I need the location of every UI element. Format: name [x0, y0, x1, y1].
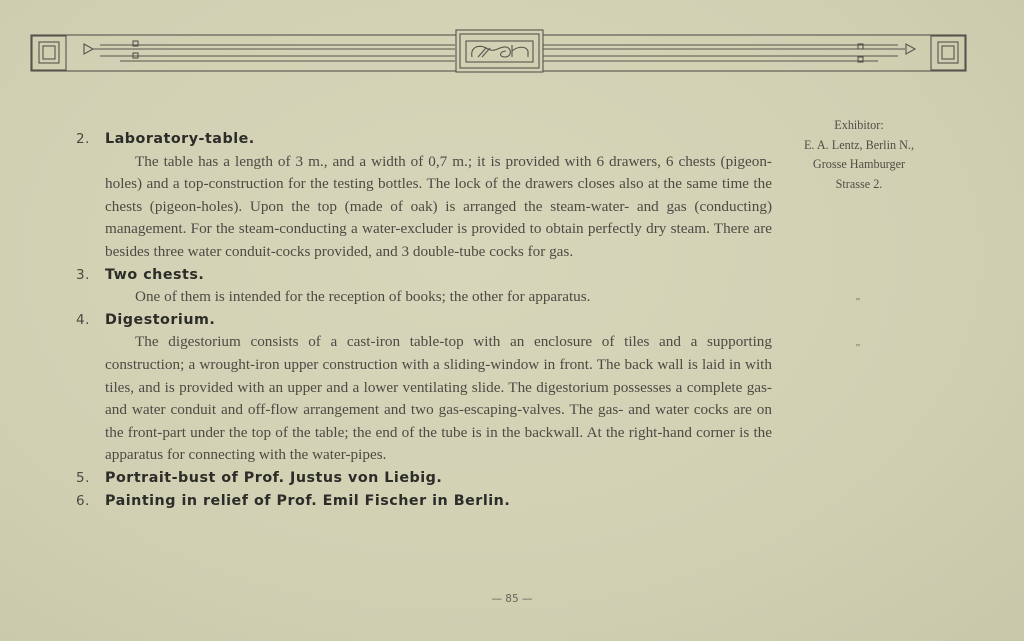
- entry-description: The digestorium consists of a cast-iron table-top with an enclosure of tiles and a supporting construction; a wrought-iron upper construction with a sliding-window in front. The back wall is laid in with tiles, and is provided with an upper and a lower ventilating slide. The digestorium possesses a complete gas- and water conduit and off-flow arrangement and two gas-escaping-valves. The gas- and water cocks are on the front-part under the top of the table; the end of the tube is in the backwall. At the right-hand corner is the apparatus for connecting with the water-pipes.: [105, 333, 772, 464]
- entry-heading: [72, 490, 772, 513]
- ornament-border-icon: [0, 0, 1024, 80]
- exhibitor-note: [784, 116, 934, 194]
- entry-description: The table has a length of 3 m., and a width of 0,7 m.; it is provided with 6 drawers, 6 chests (pigeon-holes) and a top-construction for the testing bottles. The lock of the drawers closes also at the same time the chests (pigeon-holes). Upon the top (made of oak) is arranged the steam-water- and gas (conducting) management. For the steam-conducting a water-excluder is provided to obtain perfectly dry steam. There are besides three water conduit-cocks provided, and 3 double-tube cocks for gas.: [105, 152, 772, 260]
- ditto-mark: ": [855, 342, 861, 354]
- exhibitor-name: E. A. Lentz, Berlin N.,: [803, 137, 914, 152]
- exhibitor-label: Exhibitor:: [834, 118, 884, 132]
- entry-heading: [72, 264, 772, 287]
- exhibitor-street: Grosse Hamburger: [812, 157, 906, 171]
- ornamental-header-band: [0, 0, 1024, 80]
- entry-number: 5.: [76, 469, 90, 486]
- page-number: — 85 —: [491, 593, 533, 605]
- entry-heading: [72, 309, 772, 332]
- entry-title: Portrait-bust of Prof. Justus von Liebig.: [105, 469, 443, 486]
- entry-title: Two chests.: [105, 266, 205, 283]
- entry-title: Painting in relief of Prof. Emil Fischer in Berlin.: [105, 492, 511, 509]
- entry-number: 6.: [76, 492, 90, 509]
- entry-title: Laboratory-table.: [105, 131, 255, 147]
- entry-title: Digestorium.: [105, 311, 216, 328]
- exhibitor-street-number: Strasse 2.: [835, 176, 883, 191]
- entry-heading: [72, 467, 772, 490]
- entry-heading: [72, 128, 772, 151]
- entry-number: 4.: [76, 311, 90, 328]
- article-body: [72, 128, 772, 512]
- entry-number: 2.: [76, 131, 90, 147]
- entry-description: One of them is intended for the reception of books; the other for apparatus.: [135, 288, 591, 306]
- ditto-mark: ": [855, 296, 861, 308]
- entry-number: 3.: [76, 266, 90, 283]
